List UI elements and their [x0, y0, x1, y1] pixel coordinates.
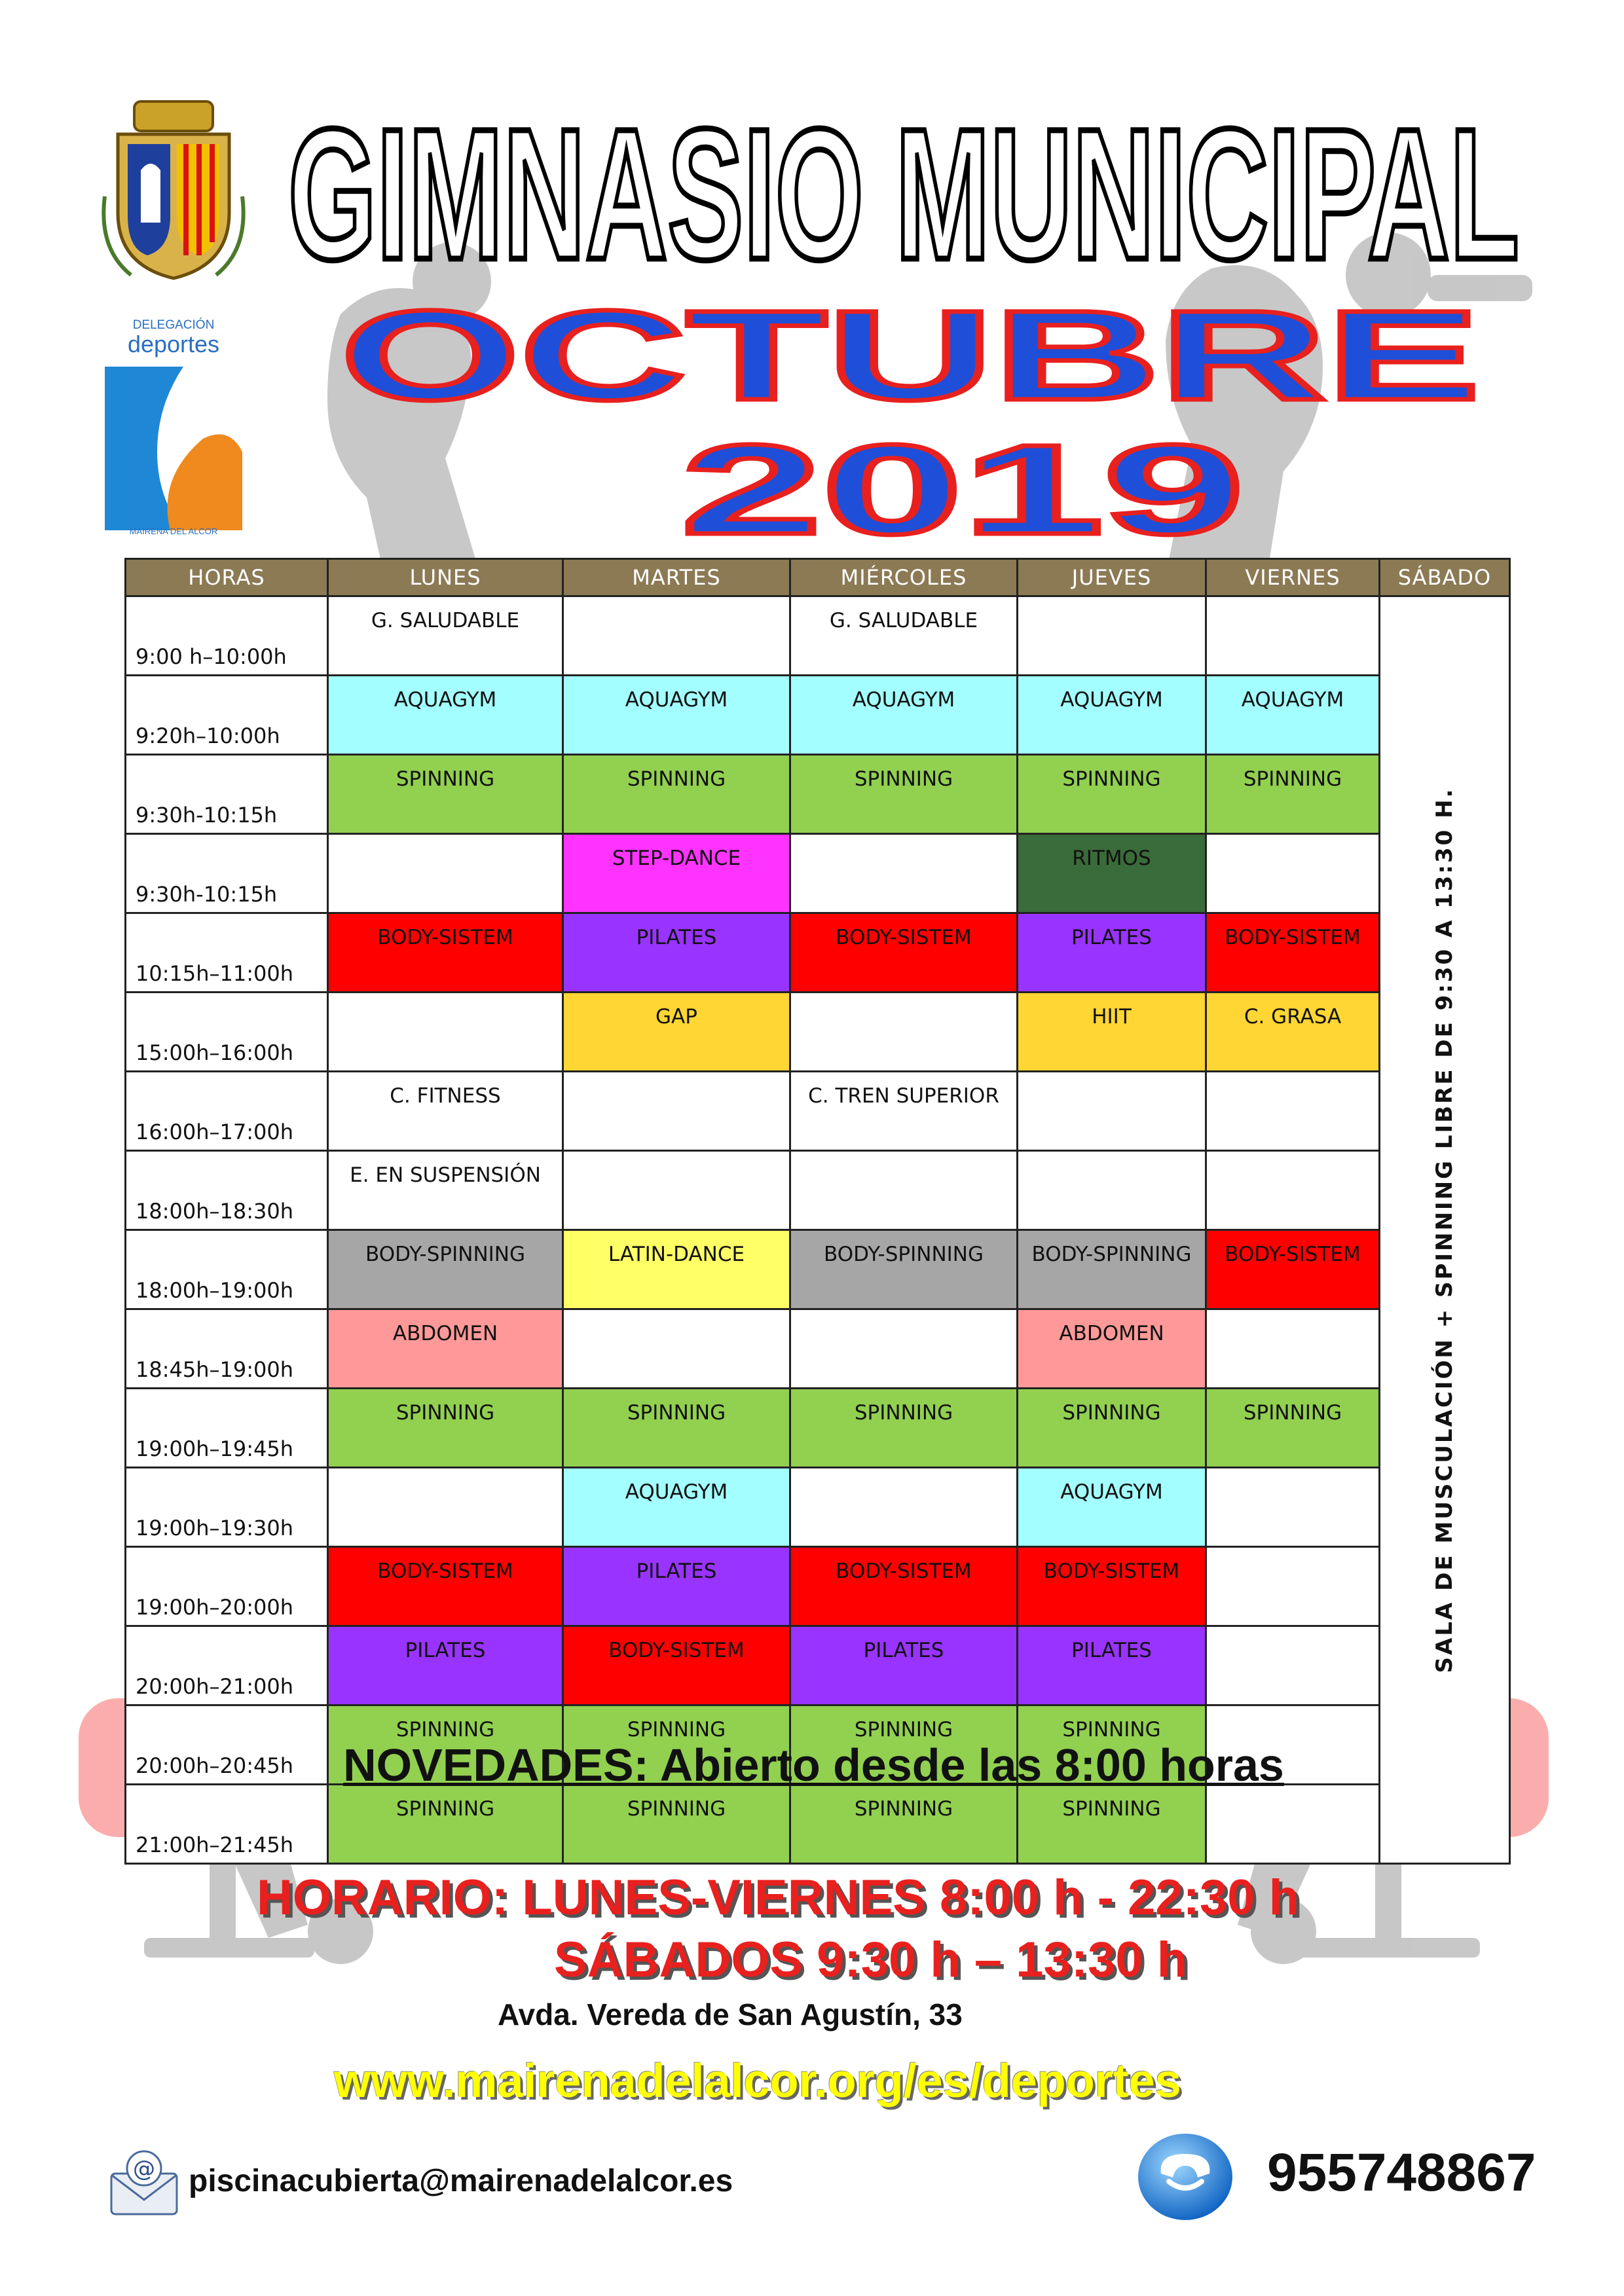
- logo-town-text: MAIRENA DEL ALCOR: [129, 526, 218, 536]
- hour-cell: 9:20h–10:00h: [126, 676, 328, 755]
- hour-cell: 18:45h–19:00h: [126, 1309, 328, 1389]
- year-title: [668, 419, 1257, 550]
- class-cell: SPINNING: [1206, 1389, 1380, 1468]
- class-cell: PILATES: [563, 1547, 790, 1626]
- logo-delegacion-text: DELEGACIÓN: [132, 318, 215, 332]
- class-cell: [563, 1309, 790, 1389]
- class-cell: SPINNING: [563, 1705, 790, 1785]
- class-cell: BODY-SISTEM: [1018, 1547, 1206, 1626]
- saturday-cell: [1380, 596, 1510, 1864]
- class-cell: SPINNING: [1018, 1705, 1206, 1785]
- class-cell: SPINNING: [563, 1785, 790, 1864]
- class-cell: [1018, 1151, 1206, 1230]
- column-header: JUEVES: [1018, 559, 1206, 596]
- class-cell: STEP-DANCE: [563, 834, 790, 913]
- class-cell: BODY-SISTEM: [790, 913, 1018, 993]
- logo-deportes-text: deportes: [127, 331, 220, 357]
- class-cell: [790, 1151, 1018, 1230]
- class-cell: [1018, 1072, 1206, 1151]
- class-cell: SPINNING: [1018, 1785, 1206, 1864]
- class-cell: PILATES: [1018, 1626, 1206, 1705]
- class-cell: HIIT: [1018, 993, 1206, 1072]
- class-cell: [790, 1468, 1018, 1547]
- svg-text:@: @: [133, 2156, 155, 2182]
- coat-of-arms-logo: [98, 98, 249, 282]
- class-cell: [328, 993, 563, 1072]
- class-cell: [1206, 1785, 1380, 1864]
- column-header: VIERNES: [1206, 559, 1380, 596]
- class-cell: [790, 1309, 1018, 1389]
- class-cell: G. SALUDABLE: [790, 596, 1018, 676]
- class-cell: ABDOMEN: [1018, 1309, 1206, 1389]
- envelope-at-icon: [105, 2147, 183, 2219]
- table-row: [126, 1389, 1510, 1468]
- class-cell: SPINNING: [1018, 755, 1206, 834]
- hour-cell: 9:30h-10:15h: [126, 834, 328, 913]
- page-title: [275, 92, 1532, 288]
- email-link[interactable]: piscinacubierta@mairenadelalcor.es: [189, 2164, 733, 2198]
- class-cell: [1206, 1151, 1380, 1230]
- hour-cell: 15:00h–16:00h: [126, 993, 328, 1072]
- column-header: HORAS: [126, 559, 328, 596]
- class-cell: RITMOS: [1018, 834, 1206, 913]
- class-cell: SPINNING: [328, 1785, 563, 1864]
- table-row: [126, 1230, 1510, 1309]
- class-cell: ABDOMEN: [328, 1309, 563, 1389]
- hour-cell: 10:15h–11:00h: [126, 913, 328, 993]
- class-cell: PILATES: [563, 913, 790, 993]
- class-cell: [790, 993, 1018, 1072]
- saturday-note: SALA DE MUSCULACIÓN + SPINNING LIBRE DE 9:30 A 13:30 H.: [1431, 786, 1458, 1673]
- class-cell: BODY-SISTEM: [328, 1547, 563, 1626]
- novedades-message: Abierto desde las 8:00 horas: [659, 1740, 1284, 1791]
- class-cell: AQUAGYM: [328, 676, 563, 755]
- class-cell: LATIN-DANCE: [563, 1230, 790, 1309]
- address: Avda. Vereda de San Agustín, 33: [498, 1997, 963, 2032]
- class-cell: [563, 596, 790, 676]
- class-cell: [1206, 1309, 1380, 1389]
- class-cell: G. SALUDABLE: [328, 596, 563, 676]
- table-row: [126, 1785, 1510, 1864]
- horario-saturdays: SÁBADOS 9:30 h – 13:30 h: [554, 1932, 1188, 1988]
- class-cell: BODY-SISTEM: [328, 913, 563, 993]
- class-cell: SPINNING: [563, 1389, 790, 1468]
- hour-cell: 20:00h–20:45h: [126, 1705, 328, 1785]
- class-cell: [563, 1151, 790, 1230]
- hour-cell: 18:00h–18:30h: [126, 1151, 328, 1230]
- table-row: [126, 755, 1510, 834]
- class-cell: SPINNING: [790, 755, 1018, 834]
- class-cell: SPINNING: [328, 1705, 563, 1785]
- class-cell: [563, 1072, 790, 1151]
- month-title: [327, 282, 1493, 419]
- schedule-table: [124, 558, 1511, 1865]
- table-row: [126, 913, 1510, 993]
- hour-cell: 20:00h–21:00h: [126, 1626, 328, 1705]
- class-cell: PILATES: [790, 1626, 1018, 1705]
- class-cell: [1206, 1626, 1380, 1705]
- class-cell: C. TREN SUPERIOR: [790, 1072, 1018, 1151]
- class-cell: PILATES: [328, 1626, 563, 1705]
- class-cell: PILATES: [1018, 913, 1206, 993]
- svg-text:OCTUBRE: OCTUBRE: [341, 284, 1480, 419]
- table-row: [126, 1072, 1510, 1151]
- class-cell: AQUAGYM: [1206, 676, 1380, 755]
- class-cell: AQUAGYM: [563, 1468, 790, 1547]
- table-row: [126, 993, 1510, 1072]
- table-row: [126, 1547, 1510, 1626]
- class-cell: AQUAGYM: [790, 676, 1018, 755]
- table-row: [126, 1468, 1510, 1547]
- class-cell: [1206, 1468, 1380, 1547]
- class-cell: AQUAGYM: [563, 676, 790, 755]
- class-cell: SPINNING: [790, 1389, 1018, 1468]
- class-cell: [1206, 834, 1380, 913]
- table-row: [126, 834, 1510, 913]
- class-cell: [790, 834, 1018, 913]
- class-cell: E. EN SUSPENSIÓN: [328, 1151, 563, 1230]
- class-cell: SPINNING: [328, 1389, 563, 1468]
- class-cell: GAP: [563, 993, 790, 1072]
- column-header: SÁBADO: [1380, 559, 1510, 596]
- class-cell: SPINNING: [1206, 755, 1380, 834]
- class-cell: C. GRASA: [1206, 993, 1380, 1072]
- table-row: [126, 596, 1510, 676]
- class-cell: SPINNING: [328, 755, 563, 834]
- class-cell: SPINNING: [790, 1785, 1018, 1864]
- class-cell: BODY-SPINNING: [1018, 1230, 1206, 1309]
- telephone-icon: [1136, 2128, 1234, 2226]
- delegacion-deportes-logo: [105, 314, 242, 537]
- hour-cell: 21:00h–21:45h: [126, 1785, 328, 1864]
- class-cell: [328, 1468, 563, 1547]
- table-header-row: [126, 559, 1510, 596]
- svg-text:2019: 2019: [681, 419, 1244, 550]
- website-link[interactable]: www.mairenadelalcor.org/es/deportes: [334, 2055, 1181, 2107]
- novedades-text: [79, 1739, 1549, 1791]
- class-cell: SPINNING: [790, 1705, 1018, 1785]
- table-row: [126, 1309, 1510, 1389]
- class-cell: BODY-SISTEM: [790, 1547, 1018, 1626]
- hour-cell: 19:00h–20:00h: [126, 1547, 328, 1626]
- class-cell: [1206, 1547, 1380, 1626]
- class-cell: BODY-SISTEM: [1206, 1230, 1380, 1309]
- hour-cell: 19:00h–19:45h: [126, 1389, 328, 1468]
- column-header: LUNES: [328, 559, 563, 596]
- horario-weekdays: HORARIO: LUNES-VIERNES 8:00 h - 22:30 h: [257, 1870, 1300, 1925]
- class-cell: BODY-SPINNING: [790, 1230, 1018, 1309]
- class-cell: C. FITNESS: [328, 1072, 563, 1151]
- hour-cell: 9:30h-10:15h: [126, 755, 328, 834]
- hour-cell: 18:00h–19:00h: [126, 1230, 328, 1309]
- column-header: MARTES: [563, 559, 790, 596]
- class-cell: AQUAGYM: [1018, 676, 1206, 755]
- phone-number[interactable]: 955748867: [1267, 2143, 1536, 2202]
- hour-cell: 16:00h–17:00h: [126, 1072, 328, 1151]
- hour-cell: 9:00 h–10:00h: [126, 596, 328, 676]
- class-cell: BODY-SPINNING: [328, 1230, 563, 1309]
- table-row: [126, 1151, 1510, 1230]
- class-cell: [1206, 596, 1380, 676]
- svg-text:GIMNASIO MUNICIPAL: GIMNASIO MUNICIPAL: [288, 92, 1519, 288]
- novedades-label: NOVEDADES:: [343, 1740, 649, 1791]
- class-cell: SPINNING: [1018, 1389, 1206, 1468]
- class-cell: BODY-SISTEM: [1206, 913, 1380, 993]
- class-cell: [1206, 1072, 1380, 1151]
- table-row: [126, 1626, 1510, 1705]
- class-cell: [328, 834, 563, 913]
- column-header: MIÉRCOLES: [790, 559, 1018, 596]
- table-row: [126, 676, 1510, 755]
- class-cell: AQUAGYM: [1018, 1468, 1206, 1547]
- class-cell: BODY-SISTEM: [563, 1626, 790, 1705]
- hour-cell: 19:00h–19:30h: [126, 1468, 328, 1547]
- class-cell: [1018, 596, 1206, 676]
- class-cell: SPINNING: [563, 755, 790, 834]
